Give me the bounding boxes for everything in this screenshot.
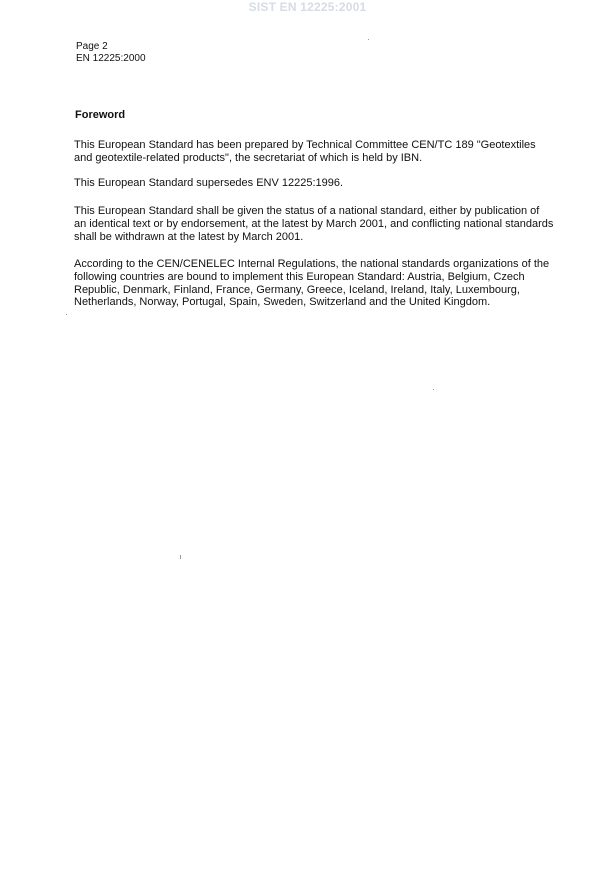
watermark: SIST EN 12225:2001 bbox=[248, 0, 367, 14]
section-title: Foreword bbox=[75, 109, 126, 121]
foreword-paragraph: This European Standard has been prepared by Technical Committee CEN/TC 189 "Geotextiles and geotextile-related products", the secretariat of which is held by IBN. bbox=[74, 139, 536, 164]
page-number: Page 2 bbox=[76, 41, 108, 52]
foreword-paragraph: This European Standard supersedes ENV 12225:1996. bbox=[74, 177, 344, 189]
scan-speck bbox=[180, 555, 181, 559]
scan-speck bbox=[66, 314, 67, 315]
scan-speck bbox=[433, 389, 434, 390]
foreword-paragraph: According to the CEN/CENELEC Internal Regulations, the national standards organizations of the following countries are bound to implement this European Standard: Austria, Belgium, Czech Republic, Denmark, Finland, France, Germany, Greece, Iceland, Ireland, Italy, Luxembourg, Netherlands, Norway, Portugal, Spain, Sweden, Switzerland and the United Kingdom. bbox=[74, 258, 550, 309]
page-header bbox=[76, 41, 146, 65]
scan-speck bbox=[368, 39, 369, 40]
standard-number: EN 12225:2000 bbox=[76, 53, 146, 64]
foreword-paragraph: This European Standard shall be given the status of a national standard, either by publication of an identical text or by endorsement, at the latest by March 2001, and conflicting national standards shall be withdrawn at the latest by March 2001. bbox=[74, 205, 554, 243]
